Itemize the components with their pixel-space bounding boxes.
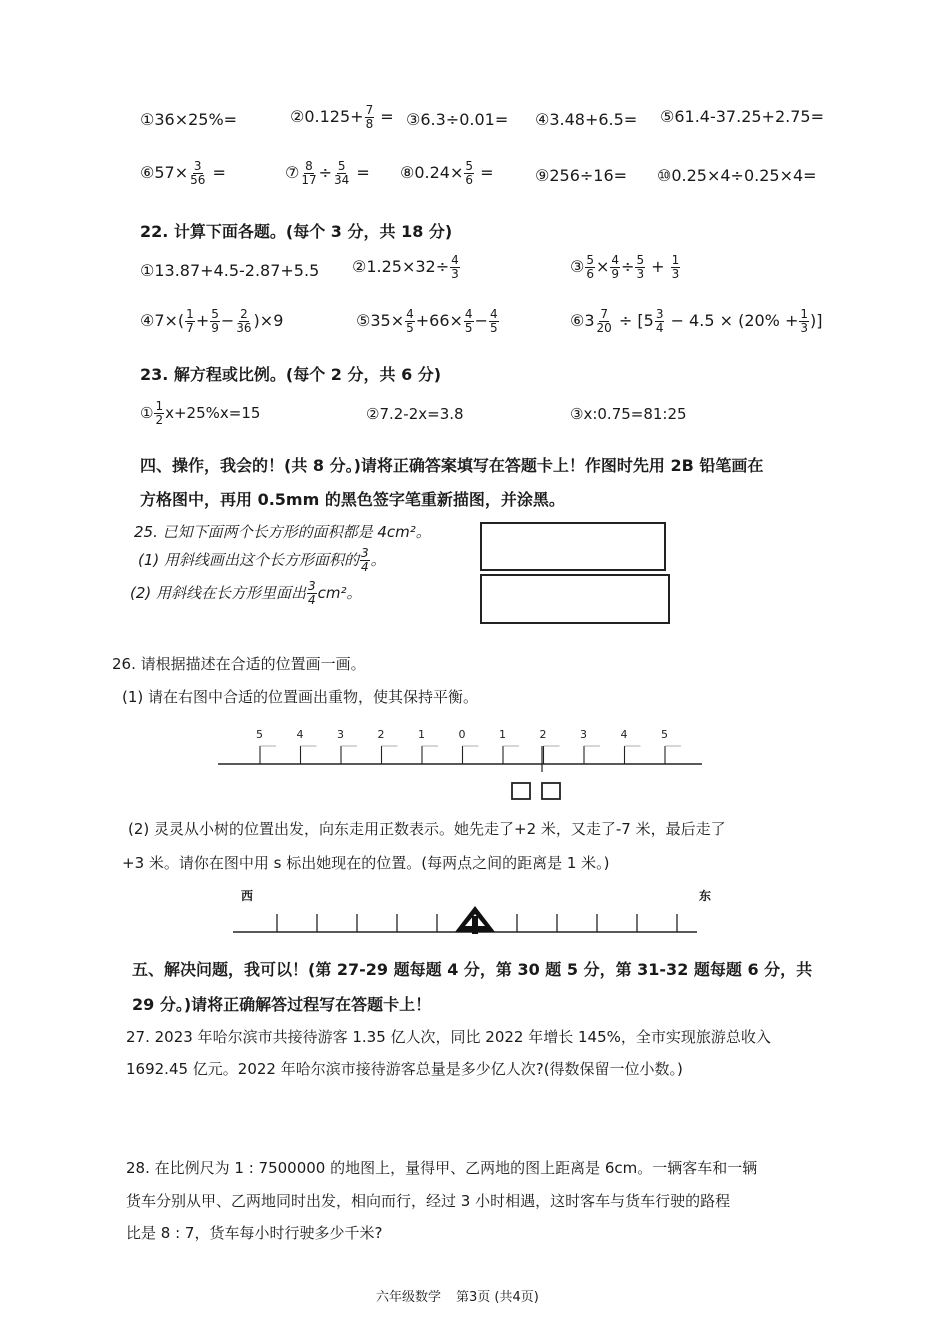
q21-item-2: ②0.125+ $\frac{7}{8}$ =	[290, 103, 394, 131]
q21-item-7: ⑦ $\frac{8}{17}$ ÷ $\frac{5}{34}$ =	[285, 159, 370, 187]
section4-line1: 四、操作，我会的！(共 8 分。)请将正确答案填写在答题卡上！作图时先用 2B 铅笔画在	[140, 456, 764, 475]
footer-page: 第3页 (共4页)	[456, 1290, 539, 1305]
number-line-diagram	[225, 900, 705, 942]
q26-intro: 26. 请根据描述在合适的位置画一画。	[112, 655, 366, 673]
q26-sub-2-line2: +3 米。请你在图中用 s 标出她现在的位置。(每两点之间的距离是 1 米。)	[122, 854, 610, 872]
lever-label: 4	[620, 728, 628, 741]
q23-item-1: ① $\frac{1}{2}$ x+25%x=15	[140, 399, 261, 427]
q21-item-3: ③6.3÷0.01=	[406, 110, 509, 129]
lever-marks	[256, 728, 681, 764]
rectangle-2[interactable]	[480, 574, 670, 624]
lever-label: 1	[418, 728, 425, 741]
lever-label: 3	[337, 728, 344, 741]
weight-box-1	[512, 783, 530, 799]
lever-label: 5	[661, 728, 668, 741]
q27-line1: 27. 2023 年哈尔滨市共接待游客 1.35 亿人次，同比 2022 年增长 145%，全市实现旅游总收入	[126, 1028, 771, 1046]
q28-line2: 货车分别从甲、乙两地同时出发，相向而行，经过 3 小时相遇，这时客车与货车行驶的路程	[126, 1192, 731, 1210]
lever-label: 2	[539, 728, 547, 741]
section5-line1: 五、解决问题，我可以！(第 27-29 题每题 4 分，第 30 题 5 分，第 31-32 题每题 6 分，共	[132, 960, 813, 979]
section4-line2: 方格图中，再用 0.5mm 的黑色签字笔重新描图，并涂黑。	[140, 490, 565, 509]
q26-sub-2-line1: (2) 灵灵从小树的位置出发，向东走用正数表示。她先走了+2 米，又走了-7 米，最后走了	[128, 820, 726, 838]
section5-line2: 29 分。)请将正确解答过程写在答题卡上！	[132, 995, 432, 1014]
q21-item-8: ⑧0.24× $\frac{5}{6}$ =	[400, 159, 494, 187]
q28-line3: 比是 8 : 7，货车每小时行驶多少千米?	[126, 1224, 383, 1242]
q25-intro: 25. 已知下面两个长方形的面积都是 4cm²。	[134, 523, 431, 541]
q25-sub-1: (1) 用斜线画出这个长方形面积的 $\frac{3}{4}$ 。	[138, 546, 386, 574]
lever-label: 1	[499, 728, 506, 741]
q25-sub-2: (2) 用斜线在长方形里面出 $\frac{3}{4}$ cm²。	[130, 579, 362, 607]
q23-heading: 23. 解方程或比例。(每个 2 分，共 6 分)	[140, 365, 442, 384]
q27-line2: 1692.45 亿元。2022 年哈尔滨市接待游客总量是多少亿人次?(得数保留一位小数。)	[126, 1060, 683, 1078]
lever-diagram	[210, 722, 710, 802]
q26-sub-1: (1) 请在右图中合适的位置画出重物，使其保持平衡。	[122, 688, 479, 706]
q23-item-2: ②7.2-2x=3.8	[366, 405, 464, 423]
weight-box-2	[542, 783, 560, 799]
q21-item-4: ④3.48+6.5=	[535, 110, 638, 129]
footer-subject: 六年级数学	[376, 1290, 442, 1305]
lever-label: 5	[256, 728, 263, 741]
tree-icon	[455, 906, 495, 934]
lever-label: 3	[580, 728, 587, 741]
lever-label: 4	[296, 728, 304, 741]
q28-line1: 28. 在比例尺为 1 : 7500000 的地图上，量得甲、乙两地的图上距离是 6cm。一辆客车和一辆	[126, 1159, 758, 1177]
q21-item-10: ⑩0.25×4÷0.25×4=	[657, 166, 817, 185]
q21-item-1: ①36×25%=	[140, 110, 238, 129]
lever-label: 2	[377, 728, 385, 741]
q21-item-6: ⑥57× $\frac{3}{56}$ =	[140, 159, 226, 187]
east-label: 东	[699, 889, 712, 903]
q22-item-1: ①13.87+4.5-2.87+5.5	[140, 261, 320, 280]
q22-item-5: ⑤35× $\frac{4}{5}$ +66× $\frac{4}{5}$ − $\frac{4}{5}$	[356, 307, 498, 335]
q22-item-6: ⑥3 $\frac{7}{20}$ ÷ [5 $\frac{3}{4}$ − 4.5 × (20% + $\frac{1}{3}$ )]	[570, 307, 823, 335]
rectangle-1[interactable]	[480, 522, 666, 571]
west-label: 西	[241, 889, 254, 903]
lever-label: 0	[458, 728, 466, 741]
q22-heading: 22. 计算下面各题。(每个 3 分，共 18 分)	[140, 222, 453, 241]
q21-item-9: ⑨256÷16=	[535, 166, 628, 185]
q23-item-3: ③x:0.75=81:25	[570, 405, 687, 423]
q22-item-4: ④7×( $\frac{1}{7}$ + $\frac{5}{9}$ − $\frac{2}{36}$ )×9	[140, 307, 284, 335]
q22-item-2: ②1.25×32÷ $\frac{4}{3}$	[352, 253, 459, 281]
q21-item-5: ⑤61.4-37.25+2.75=	[660, 107, 824, 126]
q22-item-3: ③ $\frac{5}{6}$ × $\frac{4}{9}$ ÷ $\frac{5}{3}$ + $\frac{1}{3}$	[570, 253, 680, 281]
